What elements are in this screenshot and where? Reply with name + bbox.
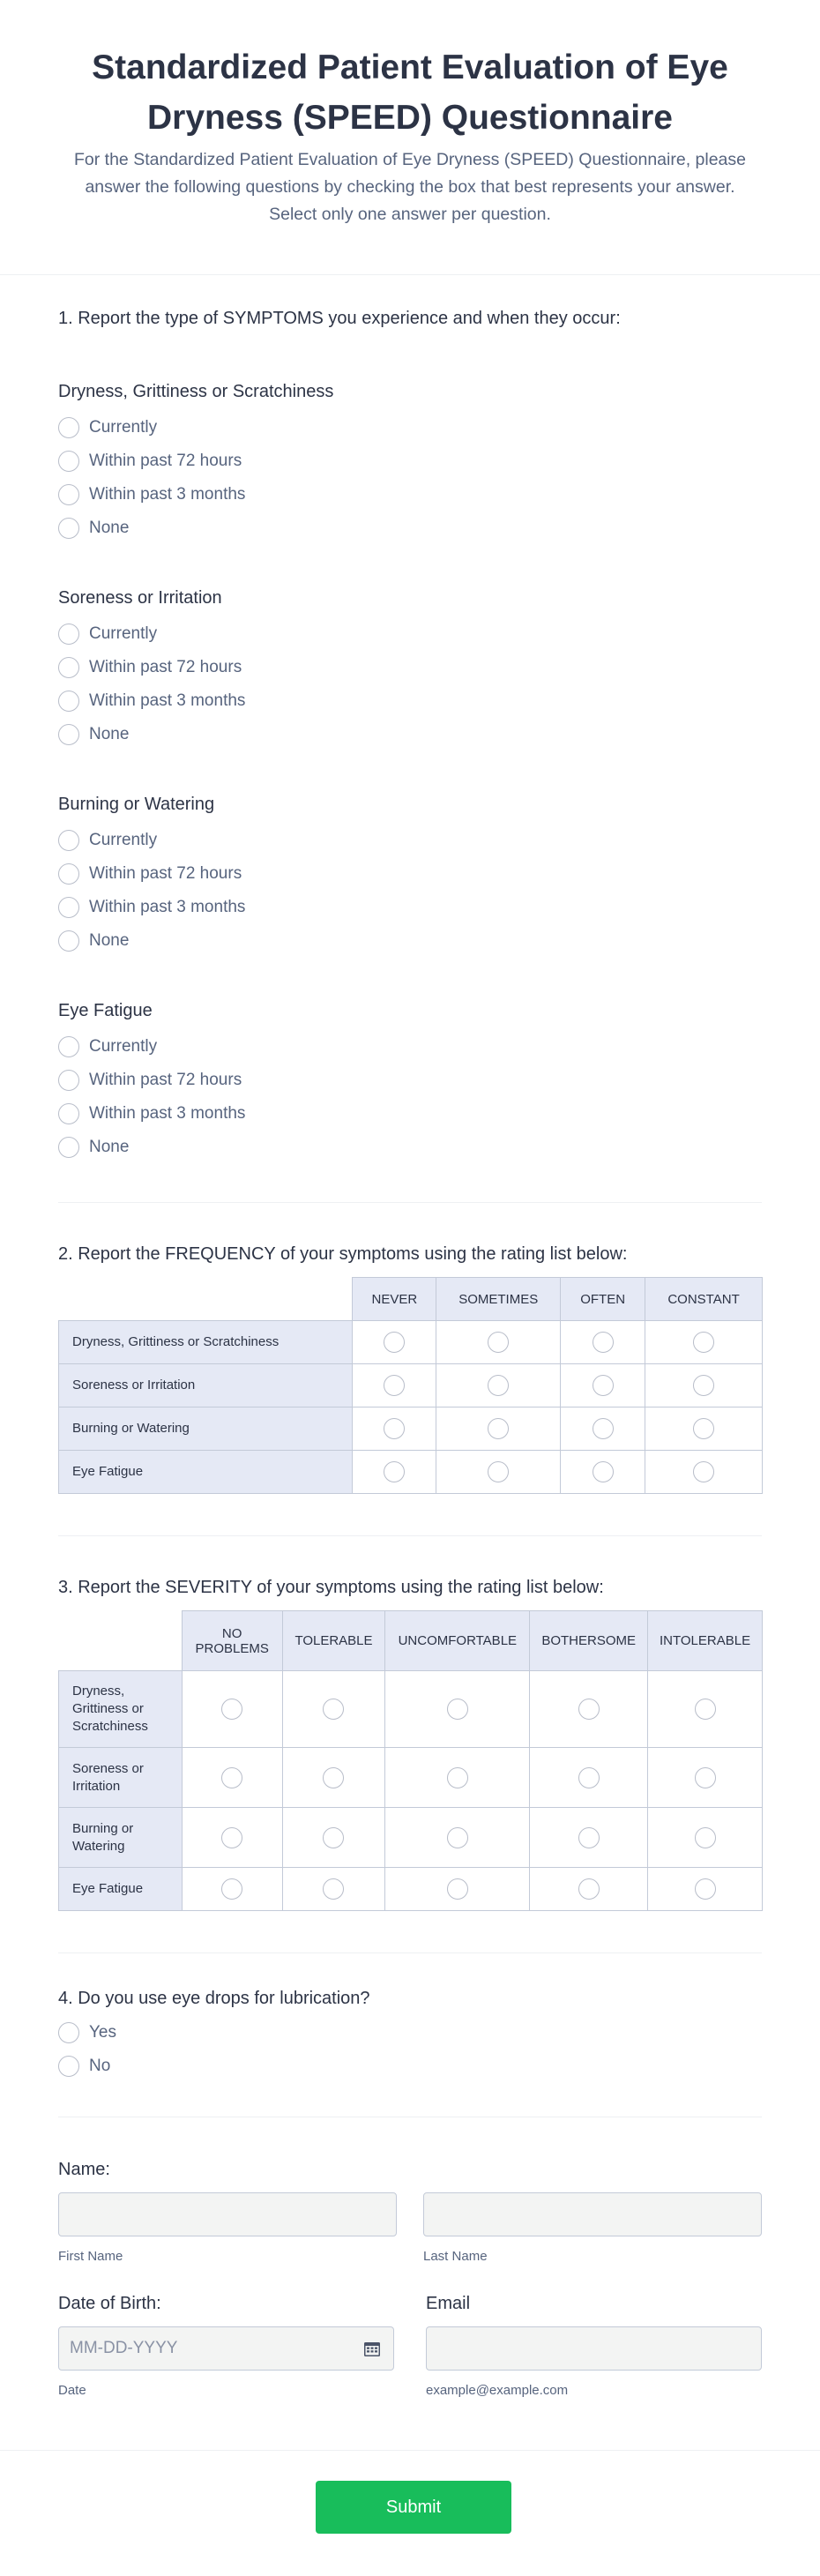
matrix-column-header: TOLERABLE: [282, 1611, 385, 1671]
matrix-cell: [648, 1748, 763, 1808]
matrix-radio-button[interactable]: [578, 1827, 600, 1848]
radio-option[interactable]: [58, 1131, 762, 1164]
form-header: [0, 0, 820, 275]
matrix-corner: [59, 1278, 353, 1321]
radio-option[interactable]: [58, 511, 762, 545]
matrix-cell: [353, 1451, 436, 1494]
matrix-corner: [59, 1611, 183, 1671]
matrix-cell: [282, 1748, 385, 1808]
matrix-cell: [561, 1321, 645, 1364]
email-label: Email: [426, 2294, 471, 2313]
question-3: [58, 1536, 762, 1953]
matrix-cell: [182, 1671, 282, 1748]
radio-button[interactable]: [58, 1036, 79, 1057]
question-4-options: [58, 2016, 762, 2083]
matrix-cell: [182, 1748, 282, 1808]
matrix-cell: [282, 1671, 385, 1748]
matrix-radio-button[interactable]: [323, 1878, 344, 1900]
matrix-radio-button[interactable]: [693, 1418, 714, 1439]
matrix-row-label: Burning or Watering: [59, 1808, 183, 1868]
radio-option-label: Currently: [89, 831, 158, 849]
radio-option[interactable]: [58, 924, 762, 958]
dob-label: Date of Birth:: [58, 2294, 161, 2313]
radio-button[interactable]: [58, 518, 79, 539]
radio-option-label: Currently: [89, 624, 158, 643]
question-3-title: 3. Report the SEVERITY of your symptoms using the rating list below:: [58, 1578, 604, 1597]
matrix-header-row: [59, 1611, 763, 1671]
radio-option[interactable]: [58, 444, 762, 478]
matrix-radio-button[interactable]: [578, 1767, 600, 1788]
radio-option-label: Currently: [89, 418, 158, 437]
matrix-column-header: BOTHERSOME: [530, 1611, 648, 1671]
matrix-radio-button[interactable]: [488, 1461, 509, 1482]
radio-button[interactable]: [58, 451, 79, 472]
radio-button[interactable]: [58, 484, 79, 505]
matrix-column-header: CONSTANT: [645, 1278, 763, 1321]
form-title: Standardized Patient Evaluation of Eye Dryness (SPEED) Questionnaire: [92, 49, 728, 137]
submit-button[interactable]: Submit: [316, 2481, 511, 2534]
matrix-radio-button[interactable]: [447, 1767, 468, 1788]
matrix-radio-button[interactable]: [695, 1878, 716, 1900]
question-1-groups: [58, 382, 762, 1164]
matrix-cell: [436, 1321, 561, 1364]
question-4-title: 4. Do you use eye drops for lubrication?: [58, 1989, 370, 2008]
radio-button[interactable]: [58, 417, 79, 438]
frequency-matrix: [58, 1277, 763, 1494]
matrix-cell: [436, 1451, 561, 1494]
matrix-row-label: Eye Fatigue: [59, 1868, 183, 1911]
radio-option-label: Within past 3 months: [89, 1104, 246, 1123]
name-label: Name:: [58, 2160, 110, 2179]
matrix-cell: [645, 1321, 763, 1364]
matrix-radio-button[interactable]: [323, 1699, 344, 1720]
matrix-cell: [645, 1407, 763, 1451]
radio-button[interactable]: [58, 724, 79, 745]
matrix-radio-button[interactable]: [593, 1418, 614, 1439]
symptom-group-title: Burning or Watering: [58, 795, 215, 814]
radio-option[interactable]: [58, 651, 762, 684]
matrix-cell: [182, 1808, 282, 1868]
matrix-row-label: Dryness, Grittiness or Scratchiness: [59, 1321, 353, 1364]
matrix-row: [59, 1808, 763, 1868]
radio-button[interactable]: [58, 691, 79, 712]
matrix-column-header: SOMETIMES: [436, 1278, 561, 1321]
matrix-column-header: NO PROBLEMS: [182, 1611, 282, 1671]
radio-button[interactable]: [58, 930, 79, 952]
matrix-row: [59, 1407, 763, 1451]
matrix-radio-button[interactable]: [488, 1332, 509, 1353]
matrix-column-header: OFTEN: [561, 1278, 645, 1321]
radio-button[interactable]: [58, 2022, 79, 2043]
dob-placeholder: MM-DD-YYYY: [70, 2339, 178, 2357]
matrix-cell: [385, 1808, 530, 1868]
radio-option[interactable]: [58, 1030, 762, 1064]
matrix-cell: [530, 1808, 648, 1868]
matrix-cell: [353, 1321, 436, 1364]
radio-option[interactable]: [58, 617, 762, 651]
matrix-radio-button[interactable]: [384, 1418, 405, 1439]
radio-button[interactable]: [58, 657, 79, 678]
matrix-cell: [282, 1868, 385, 1911]
radio-button[interactable]: [58, 1103, 79, 1124]
radio-button[interactable]: [58, 863, 79, 885]
dob-email-row: [58, 2264, 762, 2398]
matrix-cell: [648, 1671, 763, 1748]
radio-option[interactable]: [58, 718, 762, 751]
radio-option[interactable]: [58, 2016, 762, 2050]
matrix-radio-button[interactable]: [488, 1418, 509, 1439]
matrix-radio-button[interactable]: [221, 1699, 242, 1720]
matrix-cell: [436, 1364, 561, 1407]
matrix-row-label: Dryness, Grittiness or Scratchiness: [59, 1671, 183, 1748]
last-name-input[interactable]: [423, 2192, 762, 2236]
matrix-radio-button[interactable]: [221, 1767, 242, 1788]
radio-option[interactable]: [58, 1064, 762, 1097]
symptom-group: [58, 382, 762, 545]
matrix-cell: [436, 1407, 561, 1451]
radio-option-label: None: [89, 931, 130, 950]
first-name-input[interactable]: [58, 2192, 397, 2236]
radio-option-label: Within past 3 months: [89, 691, 246, 710]
matrix-cell: [561, 1407, 645, 1451]
matrix-column-header: INTOLERABLE: [648, 1611, 763, 1671]
radio-option-label: Within past 72 hours: [89, 452, 242, 470]
matrix-row: [59, 1451, 763, 1494]
question-2: [58, 1203, 762, 1536]
matrix-radio-button[interactable]: [384, 1332, 405, 1353]
matrix-radio-button[interactable]: [447, 1878, 468, 1900]
matrix-radio-button[interactable]: [578, 1699, 600, 1720]
matrix-row-label: Soreness or Irritation: [59, 1364, 353, 1407]
radio-option-label: Currently: [89, 1037, 158, 1056]
matrix-radio-button[interactable]: [384, 1461, 405, 1482]
radio-option-label: Within past 72 hours: [89, 1071, 242, 1089]
matrix-row: [59, 1671, 763, 1748]
matrix-cell: [645, 1451, 763, 1494]
matrix-cell: [648, 1868, 763, 1911]
symptom-group: [58, 795, 762, 958]
radio-button[interactable]: [58, 1137, 79, 1158]
matrix-cell: [561, 1364, 645, 1407]
question-1-title: 1. Report the type of SYMPTOMS you experience and when they occur:: [58, 309, 621, 328]
matrix-row-label: Burning or Watering: [59, 1407, 353, 1451]
radio-option[interactable]: [58, 478, 762, 511]
radio-option[interactable]: [58, 824, 762, 857]
matrix-cell: [645, 1364, 763, 1407]
matrix-row: [59, 1748, 763, 1808]
dob-sublabel: Date: [58, 2383, 86, 2398]
radio-option-label: Within past 3 months: [89, 898, 246, 916]
matrix-radio-button[interactable]: [695, 1699, 716, 1720]
radio-option-label: Within past 3 months: [89, 485, 246, 504]
matrix-cell: [282, 1808, 385, 1868]
matrix-cell: [182, 1868, 282, 1911]
email-sublabel: example@example.com: [426, 2383, 569, 2398]
radio-button[interactable]: [58, 830, 79, 851]
matrix-radio-button[interactable]: [593, 1332, 614, 1353]
symptom-group: [58, 588, 762, 751]
dob-field: [58, 2294, 394, 2398]
matrix-radio-button[interactable]: [447, 1827, 468, 1848]
symptom-group: [58, 1001, 762, 1164]
severity-matrix: [58, 1610, 763, 1911]
matrix-row: [59, 1868, 763, 1911]
matrix-column-header: NEVER: [353, 1278, 436, 1321]
matrix-radio-button[interactable]: [221, 1827, 242, 1848]
radio-option-label: None: [89, 1138, 130, 1156]
question-2-title: 2. Report the FREQUENCY of your symptoms using the rating list below:: [58, 1244, 628, 1264]
question-1: [58, 275, 762, 1203]
email-field: [426, 2294, 762, 2398]
radio-option-label: Within past 72 hours: [89, 658, 242, 676]
radio-button[interactable]: [58, 1070, 79, 1091]
symptom-group-title: Dryness, Grittiness or Scratchiness: [58, 382, 334, 401]
matrix-radio-button[interactable]: [695, 1767, 716, 1788]
first-name-sublabel: First Name: [58, 2249, 123, 2264]
radio-option[interactable]: [58, 684, 762, 718]
matrix-cell: [648, 1808, 763, 1868]
radio-option-label: Yes: [89, 2023, 116, 2042]
radio-option[interactable]: [58, 1097, 762, 1131]
matrix-row-label: Soreness or Irritation: [59, 1748, 183, 1808]
email-input[interactable]: [426, 2326, 762, 2371]
matrix-cell: [530, 1868, 648, 1911]
matrix-radio-button[interactable]: [695, 1827, 716, 1848]
matrix-radio-button[interactable]: [323, 1767, 344, 1788]
matrix-column-header: UNCOMFORTABLE: [385, 1611, 530, 1671]
matrix-cell: [385, 1671, 530, 1748]
matrix-header-row: [59, 1278, 763, 1321]
calendar-icon[interactable]: [363, 2341, 381, 2357]
last-name-sublabel: Last Name: [423, 2249, 488, 2264]
matrix-radio-button[interactable]: [593, 1461, 614, 1482]
symptom-group-title: Eye Fatigue: [58, 1001, 153, 1020]
radio-option[interactable]: [58, 891, 762, 924]
radio-option-label: None: [89, 519, 130, 537]
radio-option[interactable]: [58, 411, 762, 444]
matrix-radio-button[interactable]: [693, 1332, 714, 1353]
symptom-group-title: Soreness or Irritation: [58, 588, 222, 608]
matrix-radio-button[interactable]: [447, 1699, 468, 1720]
matrix-radio-button[interactable]: [693, 1375, 714, 1396]
question-4: [58, 1953, 762, 2117]
name-field: [58, 2117, 762, 2264]
matrix-radio-button[interactable]: [578, 1878, 600, 1900]
matrix-radio-button[interactable]: [323, 1827, 344, 1848]
matrix-cell: [385, 1868, 530, 1911]
matrix-radio-button[interactable]: [384, 1375, 405, 1396]
matrix-cell: [530, 1748, 648, 1808]
radio-option-label: None: [89, 725, 130, 743]
matrix-radio-button[interactable]: [221, 1878, 242, 1900]
radio-button[interactable]: [58, 897, 79, 918]
matrix-row-label: Eye Fatigue: [59, 1451, 353, 1494]
matrix-row: [59, 1321, 763, 1364]
radio-button[interactable]: [58, 623, 79, 645]
radio-button[interactable]: [58, 2056, 79, 2077]
matrix-cell: [385, 1748, 530, 1808]
matrix-cell: [353, 1364, 436, 1407]
matrix-radio-button[interactable]: [593, 1375, 614, 1396]
radio-option[interactable]: [58, 857, 762, 891]
form-subtitle: For the Standardized Patient Evaluation of Eye Dryness (SPEED) Questionnaire, please answer the following questions by checking the box that best represents your answer. Select only one answer per question.: [74, 150, 746, 224]
matrix-cell: [561, 1451, 645, 1494]
radio-option[interactable]: [58, 2050, 762, 2083]
radio-option-label: Within past 72 hours: [89, 864, 242, 883]
dob-input[interactable]: [58, 2326, 394, 2371]
form-footer: [0, 2450, 820, 2576]
matrix-radio-button[interactable]: [693, 1461, 714, 1482]
matrix-cell: [530, 1671, 648, 1748]
radio-option-label: No: [89, 2057, 111, 2075]
matrix-row: [59, 1364, 763, 1407]
matrix-cell: [353, 1407, 436, 1451]
matrix-radio-button[interactable]: [488, 1375, 509, 1396]
